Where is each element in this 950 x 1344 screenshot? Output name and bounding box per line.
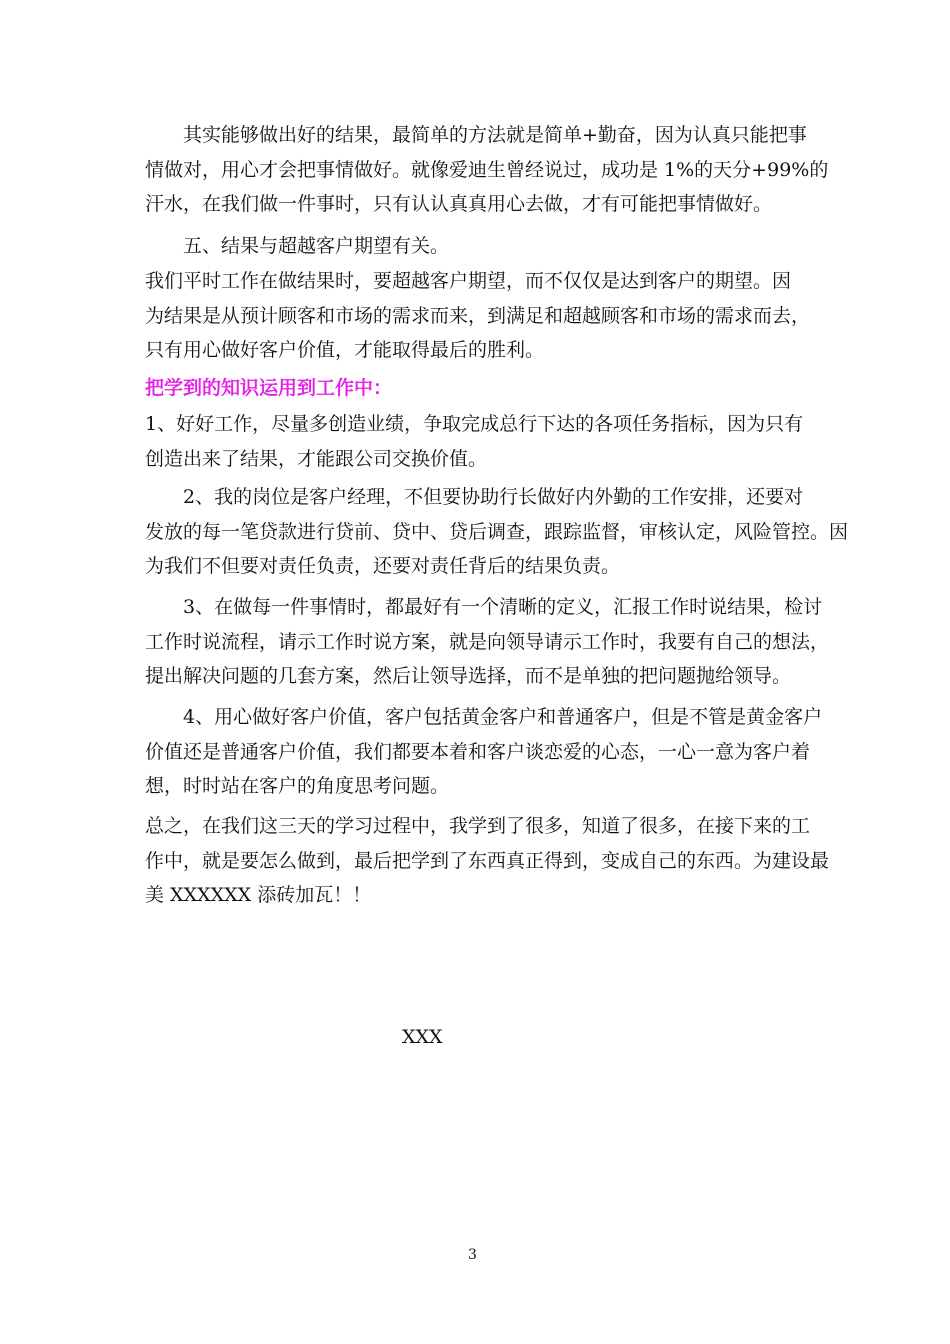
applied-knowledge-heading xyxy=(145,371,810,406)
paragraph-exceed-expectations xyxy=(145,264,810,368)
text-line: 价值还是普通客户价值，我们都要本着和客户谈恋爱的心态，一心一意为客户着 xyxy=(145,740,811,763)
text-line: 4、用心做好客户价值，客户包括黄金客户和普通客户，但是不管是黄金客户 xyxy=(145,706,823,728)
text-line: 为我们不但要对责任负责，还要对责任背后的结果负责。 xyxy=(145,555,621,577)
text-line: 发放的每一笔贷款进行贷前、贷中、贷后调查，跟踪监督，审核认定，风险管控。因 xyxy=(145,520,849,543)
text-line: 作中，就是要怎么做到，最后把学到了东西真正得到，变成自己的东西。为建设最 xyxy=(145,849,830,872)
text-line: 想，时时站在客户的角度思考问题。 xyxy=(145,775,450,797)
text-line: 五、结果与超越客户期望有关。 xyxy=(145,235,450,257)
text-line: 工作时说流程，请示工作时说方案，就是向领导请示工作时，我要有自己的想法， xyxy=(145,630,830,653)
text-line: 把学到的知识运用到工作中： xyxy=(145,377,393,399)
text-line: 提出解决问题的几套方案，然后让领导选择，而不是单独的把问题抛给领导。 xyxy=(145,665,792,687)
list-item-3 xyxy=(145,590,830,694)
list-item-4 xyxy=(145,700,823,804)
text-line: 2、我的岗位是客户经理，不但要协助行长做好内外勤的工作安排，还要对 xyxy=(145,486,804,508)
text-line: 美 XXXXXX 添砖加瓦！！ xyxy=(145,884,372,906)
conclusion-paragraph xyxy=(145,809,830,913)
text-line: 为结果是从预计顾客和市场的需求而来，到满足和超越顾客和市场的需求而去， xyxy=(145,304,811,327)
text-line: 情做对，用心才会把事情做好。就像爱迪生曾经说过，成功是 1%的天分+99%的 xyxy=(145,158,829,181)
page-number: 3 xyxy=(468,1247,477,1263)
text-line: 1、好好工作，尽量多创造业绩，争取完成总行下达的各项任务指标，因为只有 xyxy=(145,413,804,435)
text-line: 其实能够做出好的结果，最简单的方法就是简单+勤奋，因为认真只能把事 xyxy=(145,124,807,146)
text-line: 只有用心做好客户价值，才能取得最后的胜利。 xyxy=(145,339,545,361)
text-line: 创造出来了结果，才能跟公司交换价值。 xyxy=(145,447,488,470)
list-item-1 xyxy=(145,407,810,476)
signature: XXX xyxy=(402,1026,443,1048)
text-line: 汗水，在我们做一件事时，只有认认真真用心去做，才有可能把事情做好。 xyxy=(145,193,773,215)
text-line: 我们平时工作在做结果时，要超越客户期望，而不仅仅是达到客户的期望。因 xyxy=(145,270,792,292)
list-item-2 xyxy=(145,480,849,584)
paragraph-simple-diligence xyxy=(145,118,829,222)
text-line: 总之，在我们这三天的学习过程中，我学到了很多，知道了很多，在接下来的工 xyxy=(145,815,811,837)
text-line: 3、在做每一件事情时，都最好有一个清晰的定义，汇报工作时说结果，检讨 xyxy=(145,596,823,618)
section-heading-five xyxy=(145,229,810,264)
